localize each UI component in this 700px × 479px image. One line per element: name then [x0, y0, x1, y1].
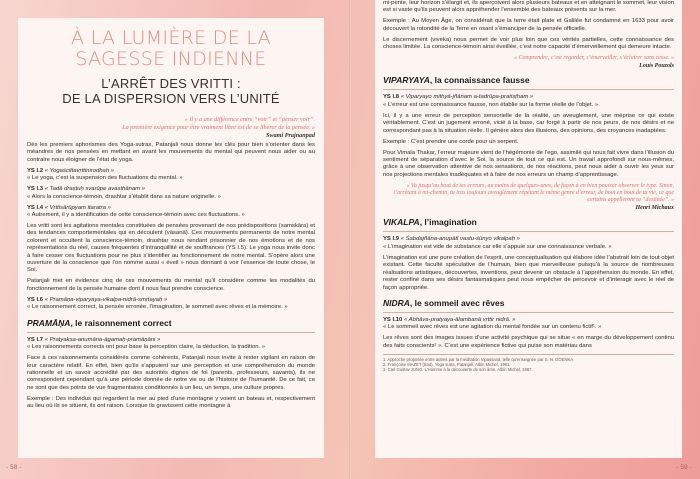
sutra-translation: « L’imagination est vide de substance car elle s’appuie sur une connaissance verbale. »	[383, 243, 612, 250]
sutra-ref: YS I.7	[27, 336, 44, 343]
vritti-paragraph: Les vritti sont les agitations mentales constituées de pensées provenant de nos prédispositions (samskāra) et des tendances comportementales qui en découlent (vāsanā). Ces mouvements permanents de notre mental colorent et occultent la conscience-témoin, drashtar nous rendant prisonnier de nos émotions et de nos représentations du réel, causes fréquentes d’intranquillité et de souffrances (YS I.5). Le yoga nous invite donc à faire cesser ces fluctuations pour ne plus s’identifier au fonctionnement de notre mental. S’opère alors une ouverture de la conscience que l’on nomme aussi « éveil » nous donnant à voir l’essence de toute chose, le Soi.	[27, 223, 315, 274]
sutra-ref: YS I.3	[27, 186, 44, 193]
example-paragraph: Exemple : Des individus qui regardent la mer au pied d’une montagne y voient un bateau et, respectivement au lieu où ils se situent, ils ont raison. Lorsque ils gravissent cette montagne à	[27, 395, 315, 410]
sutra-translation: « Les raisonnements corrects ont pour base la perception claire, la déduction, la tradition. »	[27, 344, 266, 351]
face-paragraph: Face à ces raisonnements considérés comme cohérents, Patanjali nous invite à rester vigilant en raison de leur caractère relatif. En effet, bien qu’ils s’appuient sur une perception et une compréhension du monde rationnelle et un savoir accrédité par des autorités dignes de foi (parents, professeurs, savants), ils ne correspondent cependant qu’à une période donnée de notre vie ou de l’histoire de l’humanité. De ce fait, ce ne sont que des points de vue fragmentaires conditionnés à un lieu, un temps, une culture propres.	[27, 355, 315, 391]
chapter-subtitle	[27, 76, 315, 106]
michaux-quote: « Va jusqu’au bout de tes erreurs, au moins de quelques-unes, de façon à en bien pouvoir observer le type. Sinon, t’arrêtant à mi-chemin, tu iras toujours aveuglément répétant le même genre d’erreur, de bout en bout de ta vie, ce que certains appelleront ta “destinée”. »	[393, 182, 674, 204]
epigraph-author: Swami Prajnanpad	[266, 132, 315, 139]
section-heading-sanskrit: VIKALPA	[383, 217, 420, 228]
sutra-ref-line	[27, 337, 315, 344]
chapter-title-line1: À LA LUMIÈRE DE LA	[71, 27, 271, 49]
pouzols-quote: « Comprendre, c’est regarder, s’émerveiller, s’éclairer sans cesse. »	[514, 55, 674, 62]
sutra-ref-line	[27, 186, 315, 193]
sutra-ref-line	[383, 94, 674, 101]
section-heading-viparyaya	[383, 75, 674, 85]
sutra-translation: « Le raisonnement correct, la pensée erronée, l’imagination, le sommeil avec rêves et la mémoire. »	[27, 304, 288, 311]
footnote-1: 1. Approche proposée entre autres par la méditation Vipassanā, telle qu’enseignée par S. N. GOENKA.	[383, 356, 575, 362]
chapter-subtitle-line2: DE LA DISPERSION VERS L’UNITÉ	[62, 91, 280, 106]
reves-paragraph: Les rêves sont des images issues d’une activité psychique qui se situe « en marge du développement continu des faits conscients² ». C’est une expérience fictive qui puise son matériau dans	[383, 335, 674, 349]
section-divider	[383, 312, 674, 313]
epigraph	[27, 116, 315, 132]
sutra-ref: YS I.4	[27, 204, 44, 211]
page-number-left: - 58 -	[6, 465, 22, 471]
footnote-3: 3. Carl Gustav JUNG. L’Homme à la découverte de son âme, Albin Michel, 1987.	[383, 367, 533, 373]
sutra-sanskrit: « Tadā draṣṭuḥ svarūpe avasthānam »	[44, 186, 146, 193]
sutra-sanskrit: « Pratyakṣa-anumāna-āgamaḥ-pramāṇāni »	[44, 336, 161, 343]
erreur-paragraph: Ici, il y a une erreur de perception sensorielle de la réalité, un aveuglement, une méprise ce qui existe véritablement. C’est un jugement erroné, vicié à la base, car forgé à partir de nos peurs, de nos désirs et ne correspondant pas à la situation réelle. Il génère alors des illusions, des opinions, des croyances inadaptées.	[383, 112, 674, 134]
footnote-2: 2. Françoise MAZET (trad). Yoga sutra, Patanjali, Albin Michel, 1991.	[383, 361, 511, 367]
page-number-right: - 59 -	[676, 465, 692, 471]
epigraph-line2: La première exigence pour être vraiment libre est de se libérer de la pensée. »	[122, 124, 315, 131]
chapter-title	[27, 28, 315, 70]
section-heading-sanskrit: NIDRA	[383, 297, 410, 308]
book-gutter	[349, 0, 351, 479]
section-heading-sanskrit: PRAMĀṆA	[27, 317, 71, 328]
sutra-ref: YS I.9	[383, 236, 400, 243]
michaux-quote-author: Henri Michaux	[635, 205, 674, 212]
corde-example: Exemple : C’est prendre une corde pour un serpent.	[383, 138, 519, 145]
vimala-paragraph: Pour Vimala Thakar, l’erreur majeure vient de l’hégémonie de l’ego, assimilé qui nous fait vivre dans l’illusion du sentiment de séparation d’avec le Soi, la source de tout ce qui est. Un travail approfondi sur nous-mêmes, grâce à une observation attentive de nos sensations, de nos réactions, peut nous aider à ouvrir les yeux sur nos projections mentales inadéquates et à faire de nos erreurs un champ d’apprentissage.	[383, 149, 674, 178]
sutra-sanskrit: « Pramāṇa-viparyaya-vikalpa-nidrā-smṛtayaḥ »	[44, 296, 168, 303]
sutra-sanskrit: « Vṛttisārūpyam itaratra »	[44, 204, 111, 211]
sutra-sanskrit: « Abhāva-pratyaya-ālambanā vṛttir nidrā. »	[403, 316, 516, 323]
section-divider	[383, 89, 674, 90]
sutra-ref: YS I.10	[383, 316, 403, 323]
sutra-translation: « L’erreur est une connaissance fausse, non établie sur la forme réelle de l’objet. »	[383, 101, 599, 108]
sutra-ref: YS I.2	[27, 167, 44, 174]
sutra-translation: « Alors la conscience-témoin, drashtar s’établit dans sa nature originelle. »	[27, 193, 221, 200]
sutra-translation: « Autrement, il y a identification de cette conscience-témoin avec ces fluctuations. »	[27, 212, 245, 219]
imagination-paragraph: L’imagination est une pure création de l’esprit, une conceptualisation qui élabore idée l’abstrait loin de tout objet existant. Cette faculté spéculative de l’humain, bien que merveilleuse puisqu’à la source de nombreuses réalisations artistiques, découvertes, inventions, peut devenir un obstacle à l’appréhension du monde. En effet, rester confiné dans ses désirs fantasmatiques peut nous empêcher de percevoir et d’interagir avec le réel de façon appropriée.	[383, 254, 674, 291]
moyen-age-paragraph: Exemple : Au Moyen Âge, on considérait que la terre était plate et Galilée fut condamné en 1633 pour avoir découvert la rotondité de la Terre en osant s’émanciper de la pensée officielle.	[383, 18, 674, 32]
left-page	[18, 18, 324, 458]
sutra-ref-line	[27, 205, 315, 212]
chapter-subtitle-line1: L’ARRÊT DES VRITTI :	[101, 76, 241, 91]
section-heading-text: , l’imagination	[419, 217, 477, 228]
sutra-ref-line	[383, 317, 674, 324]
sutra-sanskrit: « Śabdajñāna-anupātī vastu-śūnyo vikalpaḥ »	[400, 236, 520, 243]
section-heading-text: , le raisonnement correct	[70, 317, 172, 328]
sutra-ref: YS I.6	[27, 296, 44, 303]
footnotes	[383, 354, 674, 373]
epigraph-line1: « Il y a une différence entre “voir” et “penser voir”.	[184, 116, 315, 123]
continued-paragraph: mi-pente, leur horizon s’élargit et, ils aperçoivent alors plusieurs bateaux et en atteignant le sommet, leur vision est si vaste qu’ils peuvent alors appréhender l’ensemble des bateaux présents sur la mer.	[383, 0, 674, 14]
patanjali-paragraph: Patanjali met en évidence cinq de ces mouvements du mental qu’il considère comme les modalités du fonctionnement de la pensée humaine dont il nous faut prendre conscience.	[27, 278, 315, 292]
section-heading-sanskrit: VIPARYAYA	[383, 75, 430, 86]
pouzols-quote-author: Louis Pouzols	[639, 63, 674, 70]
right-page	[375, 0, 682, 458]
sutra-sanskrit: « Viparyayo mithyā-jñānam a-tadrūpa-pratiṣṭham »	[400, 94, 534, 101]
intro-paragraph: Dès les premiers aphorismes des Yoga-sutras, Patanjali nous donne les clés pour bien s’orienter dans les méandres de nos pensées en mettant en avant les mouvements du mental qui peuvent nous aider ou au contraire nous éloigner de l’état de yoga.	[27, 142, 315, 163]
sutra-translation: « Le sommeil avec rêves est une agitation du mental fondée sur un contenu fictif¹. »	[383, 324, 602, 331]
section-divider	[27, 332, 315, 333]
section-heading-pramana	[27, 318, 315, 328]
section-heading-vikalpa	[383, 217, 674, 227]
sutra-ref-line	[27, 168, 315, 175]
chapter-title-line2: SAGESSE INDIENNE	[75, 48, 267, 70]
sutra-ref-line	[27, 297, 315, 304]
section-heading-nidra	[383, 298, 674, 308]
sutra-ref-line	[383, 236, 674, 243]
sutra-ref: YS I.8	[383, 94, 400, 101]
section-heading-text: , la connaissance fausse	[429, 75, 530, 86]
section-heading-text: , le sommeil avec rêves	[409, 297, 505, 308]
discernement-paragraph: Le discernement (viveka) nous permet de voir plus loin que ces vérités partielles, cette connaissance des choses limitée. La conscience-témoin ainsi éveillée, c’est notre capacité d’émerveillement qui demeure intacte.	[383, 36, 674, 51]
sutra-translation: « Le yoga, c’est la suspension des fluctuations du mental. »	[27, 175, 183, 182]
section-divider	[383, 231, 674, 232]
sutra-sanskrit: « Yogaścittavṛttinirodhaḥ »	[44, 167, 115, 174]
